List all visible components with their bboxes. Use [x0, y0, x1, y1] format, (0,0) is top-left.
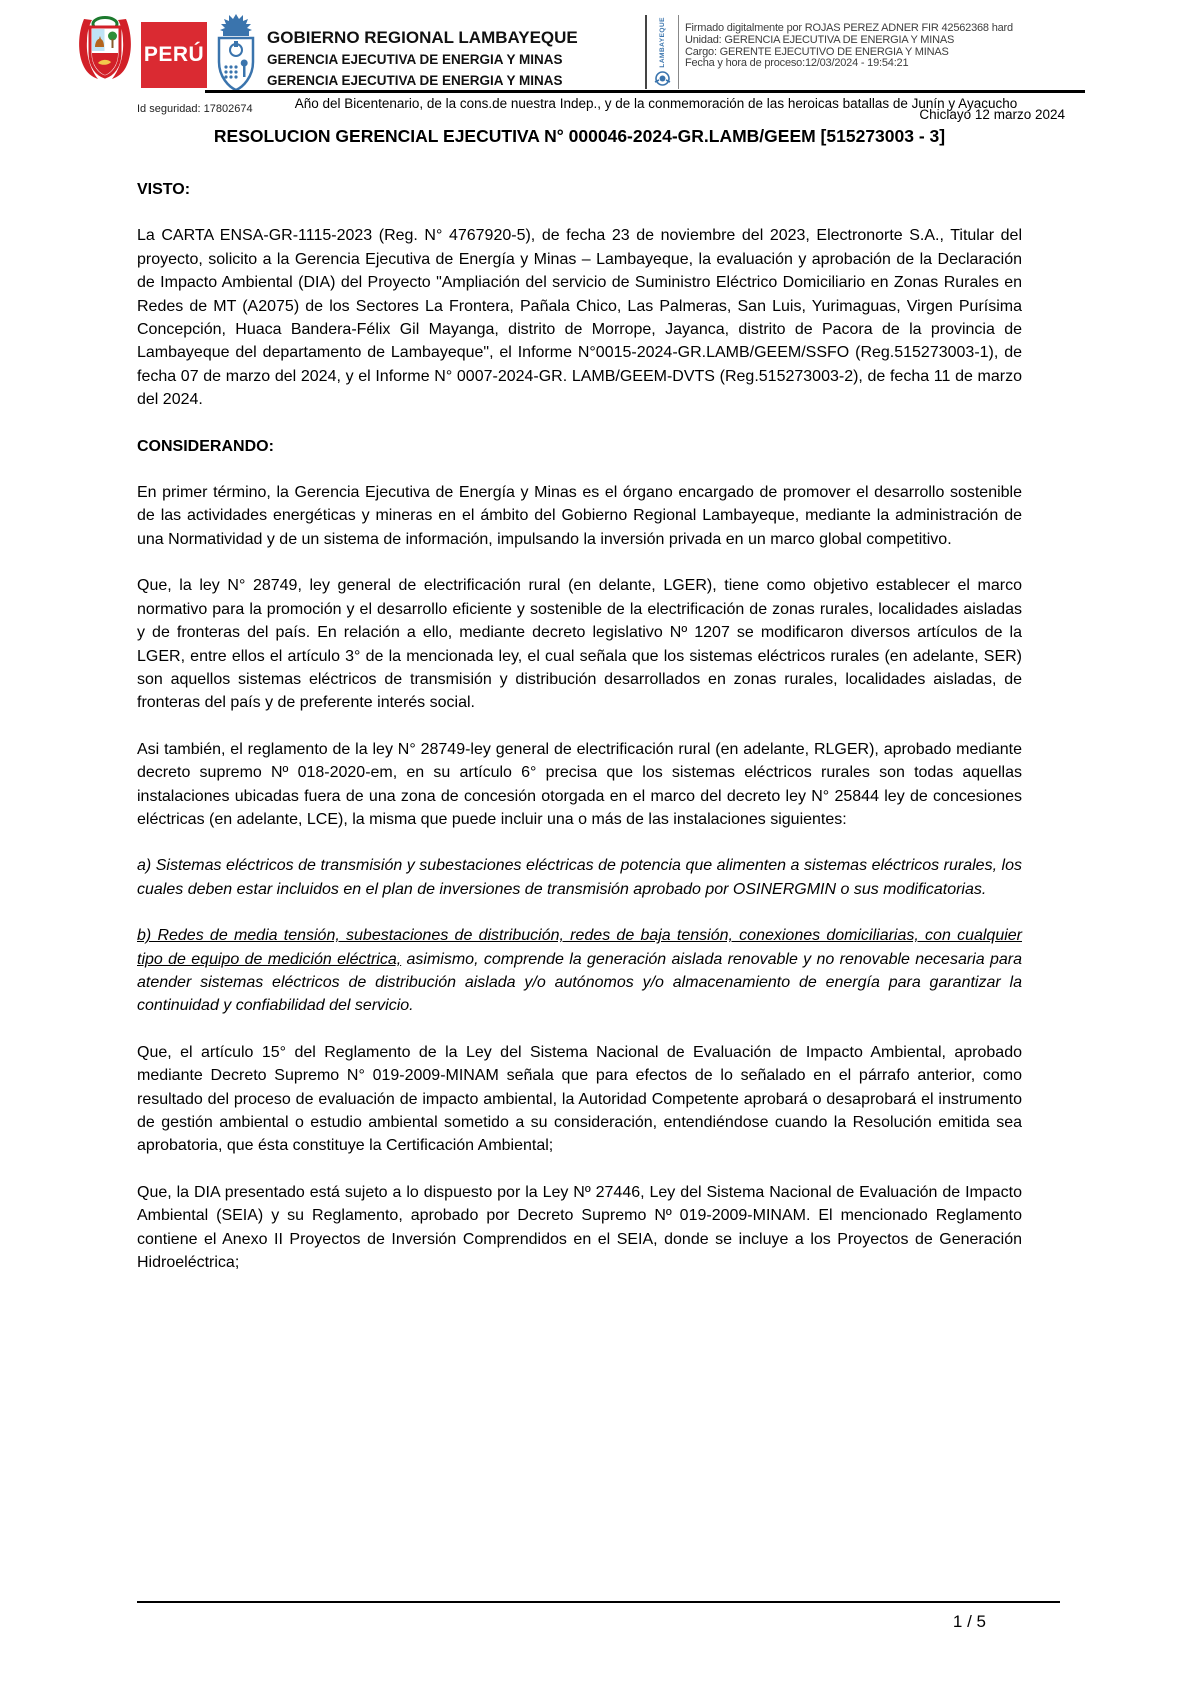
signature-stamp-text: [679, 15, 1013, 89]
signature-line-datetime: Fecha y hora de proceso:12/03/2024 - 19:54:21: [685, 57, 909, 70]
signature-line-unit: Unidad: GERENCIA EJECUTIVA DE ENERGIA Y MINAS: [685, 33, 955, 46]
header-subline: [137, 96, 1085, 122]
digital-signature-stamp: [645, 15, 1085, 89]
visto-paragraph: La CARTA ENSA-GR-1115-2023 (Reg. N° 4767920-5), de fecha 23 de noviembre del 2023, Electronorte S.A., Titular del proyecto, solicito a la Gerencia Ejecutiva de Energía y Minas – Lambayeque, la evaluación y aprobación de la Declaración de Impacto Ambiental (DIA) del Proyecto "Ampliación del servicio de Suministro Eléctrico Domiciliario en Zonas Rurales en Redes de MT (A2075) de los Sectores La Frontera, Pañala Chico, Las Palmeras, San Luis, Yurimaguas, Virgen Purísima Concepción, Huaca Bandera-Félix Gil Mayanga, distrito de Morrope, Jayanca, distrito de Pacora de la provincia de Lambayeque del departamento de Lambayeque", el Informe N°0015-2024-GR.LAMB/GEEM/SSFO (Reg.515273003-1), de fecha 07 de marzo del 2024, y el Informe N° 0007-2024-GR. LAMB/GEEM-DVTS (Reg.515273003-2), de fecha 11 de marzo del 2024.: [137, 227, 1022, 409]
signature-seal-icon: [654, 70, 671, 87]
peru-label: PERÚ: [143, 43, 205, 66]
org-subname-1: GERENCIA EJECUTIVA DE ENERGIA Y MINAS: [267, 52, 563, 67]
commemorative-motto: Año del Bicentenario, de la cons.de nuestra Indep., y de la conmemoración de las heroicas batallas de Junín y Ayacucho: [294, 96, 1018, 111]
header-divider: [205, 90, 1085, 93]
peru-brand-box: [141, 22, 207, 88]
org-subname-2: GERENCIA EJECUTIVA DE ENERGIA Y MINAS: [267, 73, 563, 88]
place-and-date: Chiclayo 12 marzo 2024: [919, 107, 1065, 122]
paragraph-dia-seia: Que, la DIA presentado está sujeto a lo dispuesto por la Ley Nº 27446, Ley del Sistema Nacional de Evaluación de Impacto Ambiental (SEIA) y su Reglamento, aprobado por Decreto Supremo Nº 019-2009-MINAM. El mencionado Reglamento contiene el Anexo II Proyectos de Inversión Comprendidos en el SEIA, donde se incluye a los Proyectos de Generación Hidroeléctrica;: [137, 1183, 1022, 1272]
list-item-a: a) Sistemas eléctricos de transmisión y subestaciones eléctricas de potencia que alimenten a sistemas eléctricos rurales, los cuales deben estar incluidos en el plan de inversiones de transmisión aprobado por OSINERGMIN o sus modificatorias.: [137, 857, 1022, 898]
org-name: GOBIERNO REGIONAL LAMBAYEQUE: [267, 28, 578, 47]
paragraph-first-term: En primer término, la Gerencia Ejecutiva de Energía y Minas es el órgano encargado de promover el desarrollo sostenible de las actividades energéticas y mineras en el ámbito del Gobierno Regional Lambayeque, mediante la administración de una Normatividad y de un sistema de información, impulsando la inversión privada en un marco global competitivo.: [137, 484, 1022, 548]
list-item-b-rest: asimismo, comprende la generación aislada renovable y no renovable necesaria para atender sistemas eléctricos de distribución aislada y/o autónomos y/o almacenamiento de energía para garantizar la continuidad y confiabilidad del servicio.: [137, 950, 1022, 1015]
paragraph-law-28749: Que, la ley N° 28749, ley general de electrificación rural (en delante, LGER), tiene como objetivo establecer el marco normativo para la promoción y el desarrollo eficiente y sostenible de la electrificación de zonas rurales, localidades aisladas y de fronteras del país. En relación a ello, mediante decreto legislativo Nº 1207 se modificaron diversos artículos de la LGER, entre ellos el artículo 3° de la mencionada ley, el cual señala que los sistemas eléctricos rurales (en adelante, SER) son aquellos sistemas eléctricos de transmisión y distribución desarrollados en zonas rurales, localidades aisladas, de fronteras del país y de preferente interés social.: [137, 577, 1022, 712]
document-body: [137, 178, 1022, 1274]
resolution-title: RESOLUCION GERENCIAL EJECUTIVA N° 000046-2024-GR.LAMB/GEEM [515273003 - 3]: [213, 126, 946, 146]
paragraph-rlger: Asi también, el reglamento de la ley N° 28749-ley general de electrificación rural (en adelante, RLGER), aprobado mediante decreto supremo Nº 018-2020-em, en su artículo 6° precisa que los sistemas eléctricos rurales son todas aquellas instalaciones ubicadas fuera de una zona de concesión otorgada en el marco del decreto ley N° 25844 ley de concesiones eléctricas (en adelante, LCE), la misma que puede incluir una o más de las instalaciones siguientes:: [137, 740, 1022, 828]
footer-divider: [137, 1601, 1060, 1603]
list-item-b-underlined: b) Redes de media tensión, subestaciones de distribución, redes de baja tensión, conexiones domiciliarias, con cualquier tipo de equipo de medición eléctrica,: [137, 927, 1022, 968]
signature-stamp-side: [647, 15, 679, 89]
header: [74, 13, 578, 93]
signature-side-label: LAMBAYEQUE: [659, 17, 666, 68]
page-indicator: 1 / 5: [952, 1612, 986, 1631]
signature-line-signed-by: Firmado digitalmente por ROJAS PEREZ ADNER FIR 42562368 hard: [685, 22, 1013, 34]
considerando-heading: CONSIDERANDO:: [137, 437, 274, 455]
org-name-block: [267, 13, 578, 91]
paragraph-article-15: Que, el artículo 15° del Reglamento de la Ley del Sistema Nacional de Evaluación de Impacto Ambiental, aprobado mediante Decreto Supremo N° 019-2009-MINAM señala que para efectos de lo señalado en el párrafo anterior, como resultado del proceso de evaluación de impacto ambiental, la Autoridad Competente aprobará o desaprobará el instrumento de gestión ambiental o estudio ambiental sometido a su consideración, entendiéndose cuando la Resolución emitida sea aprobatoria, que ésta constituye la Certificación Ambiental;: [137, 1043, 1022, 1155]
signature-line-role: Cargo: GERENTE EJECUTIVO DE ENERGIA Y MINAS: [685, 45, 949, 58]
peru-coat-of-arms-icon: [74, 13, 136, 89]
list-item-b: [137, 924, 1022, 1018]
lambayeque-shield-icon: [213, 13, 259, 93]
visto-heading: VISTO:: [137, 181, 191, 198]
security-id: Id seguridad: 17802674: [137, 103, 253, 115]
